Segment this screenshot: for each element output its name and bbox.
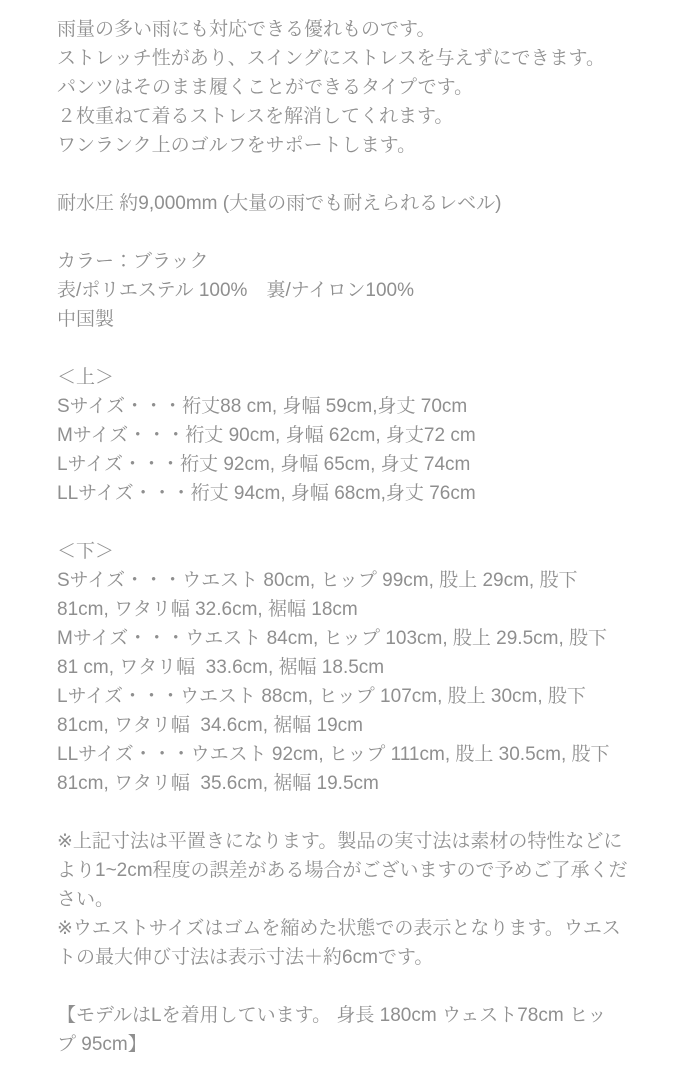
size-row-line: LLサイズ・・・ウエスト 92cm, ヒップ 111cm, 股上 30.5cm, 股下 xyxy=(57,744,610,765)
size-row-line: Sサイズ・・・ウエスト 80cm, ヒップ 99cm, 股上 29cm, 股下 xyxy=(57,570,578,591)
intro-line: ワンランク上のゴルフをサポートします。 xyxy=(57,135,417,156)
size-row-top-m: Mサイズ・・・裄丈 90cm, 身幅 62cm, 身丈72 cm xyxy=(57,425,476,446)
size-top-heading: ＜上＞ xyxy=(57,367,115,388)
size-row-bottom-s xyxy=(57,566,631,624)
intro-line: パンツはそのまま履くことができるタイプです。 xyxy=(57,77,474,98)
size-row-top-ll: LLサイズ・・・裄丈 94cm, 身幅 68cm,身丈 76cm xyxy=(57,483,476,504)
size-row-bottom-m xyxy=(57,624,631,682)
product-material: 表/ポリエステル 100% 裏/ナイロン100% xyxy=(57,280,414,301)
product-info xyxy=(57,247,631,334)
note-line: トの最大伸び寸法は表示寸法＋約6cmです。 xyxy=(57,947,434,968)
note-line: さい。 xyxy=(57,889,115,910)
water-resistance-text: 耐水圧 約9,000mm (大量の雨でも耐えられるレベル) xyxy=(57,193,502,214)
note-line: ※ウエストサイズはゴムを縮めた状態での表示となります。ウエス xyxy=(57,918,621,939)
water-resistance-spec xyxy=(57,189,631,218)
model-info xyxy=(57,1001,631,1059)
intro-line: ストレッチ性があり、スイングにストレスを与えずにできます。 xyxy=(57,48,605,69)
intro-paragraph xyxy=(57,15,631,160)
size-chart-bottom xyxy=(57,537,631,798)
model-info-line: プ 95cm】 xyxy=(57,1034,147,1055)
intro-line: 雨量の多い雨にも対応できる優れものです。 xyxy=(57,19,436,40)
note-line: より1~2cm程度の誤差がある場合がございますので予めご了承くだ xyxy=(57,860,628,881)
size-row-top-l: Lサイズ・・・裄丈 92cm, 身幅 65cm, 身丈 74cm xyxy=(57,454,471,475)
size-row-line: 81 cm, ワタリ幅 33.6cm, 裾幅 18.5cm xyxy=(57,657,385,678)
size-row-bottom-l xyxy=(57,682,631,740)
measurement-notes xyxy=(57,827,631,972)
intro-line: ２枚重ねて着るストレスを解消してくれます。 xyxy=(57,106,454,127)
size-row-top-s: Sサイズ・・・裄丈88 cm, 身幅 59cm,身丈 70cm xyxy=(57,396,468,417)
size-row-line: 81cm, ワタリ幅 34.6cm, 裾幅 19cm xyxy=(57,715,363,736)
product-color: カラー：ブラック xyxy=(57,251,209,272)
size-row-line: 81cm, ワタリ幅 35.6cm, 裾幅 19.5cm xyxy=(57,773,379,794)
size-row-bottom-ll xyxy=(57,740,631,798)
size-chart-top xyxy=(57,363,631,508)
product-origin: 中国製 xyxy=(57,309,115,330)
size-row-line: Lサイズ・・・ウエスト 88cm, ヒップ 107cm, 股上 30cm, 股下 xyxy=(57,686,586,707)
note-line: ※上記寸法は平置きになります。製品の実寸法は素材の特性などに xyxy=(57,831,623,852)
model-info-line: 【モデルはLを着用しています。 身長 180cm ウェスト78cm ヒッ xyxy=(57,1005,607,1026)
size-row-line: Mサイズ・・・ウエスト 84cm, ヒップ 103cm, 股上 29.5cm, 股下 xyxy=(57,628,608,649)
size-row-line: 81cm, ワタリ幅 32.6cm, 裾幅 18cm xyxy=(57,599,358,620)
size-bottom-heading: ＜下＞ xyxy=(57,541,115,562)
